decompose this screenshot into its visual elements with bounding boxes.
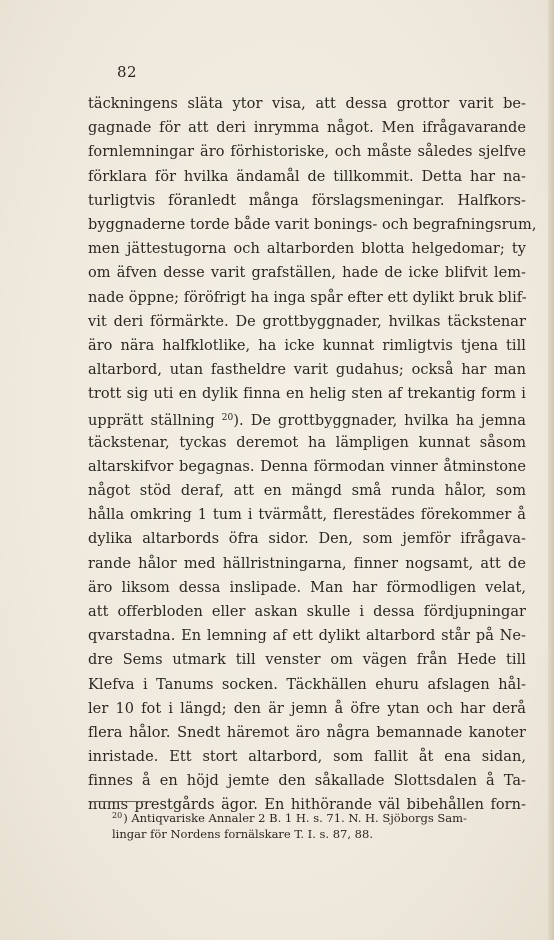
text-line: trott sig uti en dylik finna en helig sten af trekantig form i: [88, 386, 526, 403]
text-line: finnes å en höjd jemte den såkallade Slottsdalen å Ta-: [88, 773, 526, 790]
footnote-line: [88, 806, 526, 825]
text-line: hålla omkring 1 tum i tvärmått, flerestädes förekommer å: [88, 507, 526, 524]
text-line: nade öppne; föröfrigt ha inga spår efter ett dylikt bruk blif-: [88, 289, 527, 306]
text-line: förklara för hvilka ändamål de tillkommit. Detta har na-: [88, 168, 526, 185]
footnote-divider: [90, 801, 152, 802]
text-line: något stöd deraf, att en mängd små runda hålor, som: [88, 483, 526, 499]
text-line: om äfven desse varit grafställen, hade de icke blifvit lem-: [88, 265, 526, 282]
text-fragment: ). De grottbyggnader, hvilka ha jemna: [233, 413, 526, 430]
text-line: qvarstadna. En lemning af ett dylikt altarbord står på Ne-: [88, 628, 526, 645]
text-line: men jättestugorna och altarborden blotta helgedomar; ty: [88, 241, 526, 258]
text-fragment: upprätt ställning: [88, 413, 215, 430]
text-line: altarskifvor begagnas. Denna förmodan vinner åtminstone: [88, 458, 526, 475]
text-line: äro nära halfklotlike, ha icke kunnat rimligtvis tjena till: [88, 337, 526, 354]
text-line: täckstenar, tyckas deremot ha lämpligen kunnat såsom: [88, 434, 526, 451]
page-edge: [548, 0, 554, 940]
page-number: 82: [117, 63, 138, 81]
text-line: täckningens släta ytor visa, att dessa grottor varit be-: [88, 96, 526, 112]
text-line-with-note: [88, 406, 526, 430]
text-line: äro liksom dessa inslipade. Man har förmodligen velat,: [88, 579, 526, 596]
text-line: flera hålor. Snedt häremot äro några bemannade kanoter: [88, 724, 526, 741]
text-line: Klefva i Tanums socken. Täckhällen ehuru afslagen hål-: [88, 676, 526, 693]
text-line: att offerbloden eller askan skulle i dessa fördjupningar: [88, 603, 526, 620]
text-line: rande hålor med hällristningarna, finner nogsamt, att de: [88, 555, 526, 572]
footnote-marker: 20: [112, 811, 123, 820]
text-line: nums prestgårds ägor. En hithörande väl bibehållen forn-: [88, 797, 526, 814]
text-line: fornlemningar äro förhistoriske, och måste således sjelfve: [88, 144, 526, 161]
footnote-text: ) Antiqvariske Annaler 2 B. 1 H. s. 71. N. H. Sjöborgs Sam-: [123, 811, 467, 825]
text-line: dre Sems utmark till venster om vägen från Hede till: [88, 652, 526, 669]
text-line: dylika altarbords öfra sidor. Den, som jemför ifrågava-: [88, 531, 526, 548]
text-line: gagnade för att deri inrymma något. Men ifrågavarande: [88, 120, 526, 137]
text-line: turligtvis föranledt många förslagsmeningar. Halfkors-: [88, 192, 526, 209]
text-line: vit deri förmärkte. De grottbyggnader, hvilkas täckstenar: [88, 313, 526, 330]
footnote-reference[interactable]: 20: [221, 413, 234, 424]
text-line: altarbord, utan fastheldre varit gudahus; också har man: [88, 362, 526, 379]
text-line: byggnaderne torde både varit bonings- och begrafningsrum,: [88, 216, 537, 233]
text-line: inristade. Ett stort altarbord, som fallit åt ena sidan,: [88, 749, 526, 766]
footnote-line: lingar för Nordens fornälskare T. I. s. 87, 88.: [112, 827, 373, 841]
body-text: [88, 92, 537, 818]
text-line: ler 10 fot i längd; den är jemn å öfre ytan och har derå: [88, 700, 526, 717]
footnotes: [88, 806, 526, 844]
